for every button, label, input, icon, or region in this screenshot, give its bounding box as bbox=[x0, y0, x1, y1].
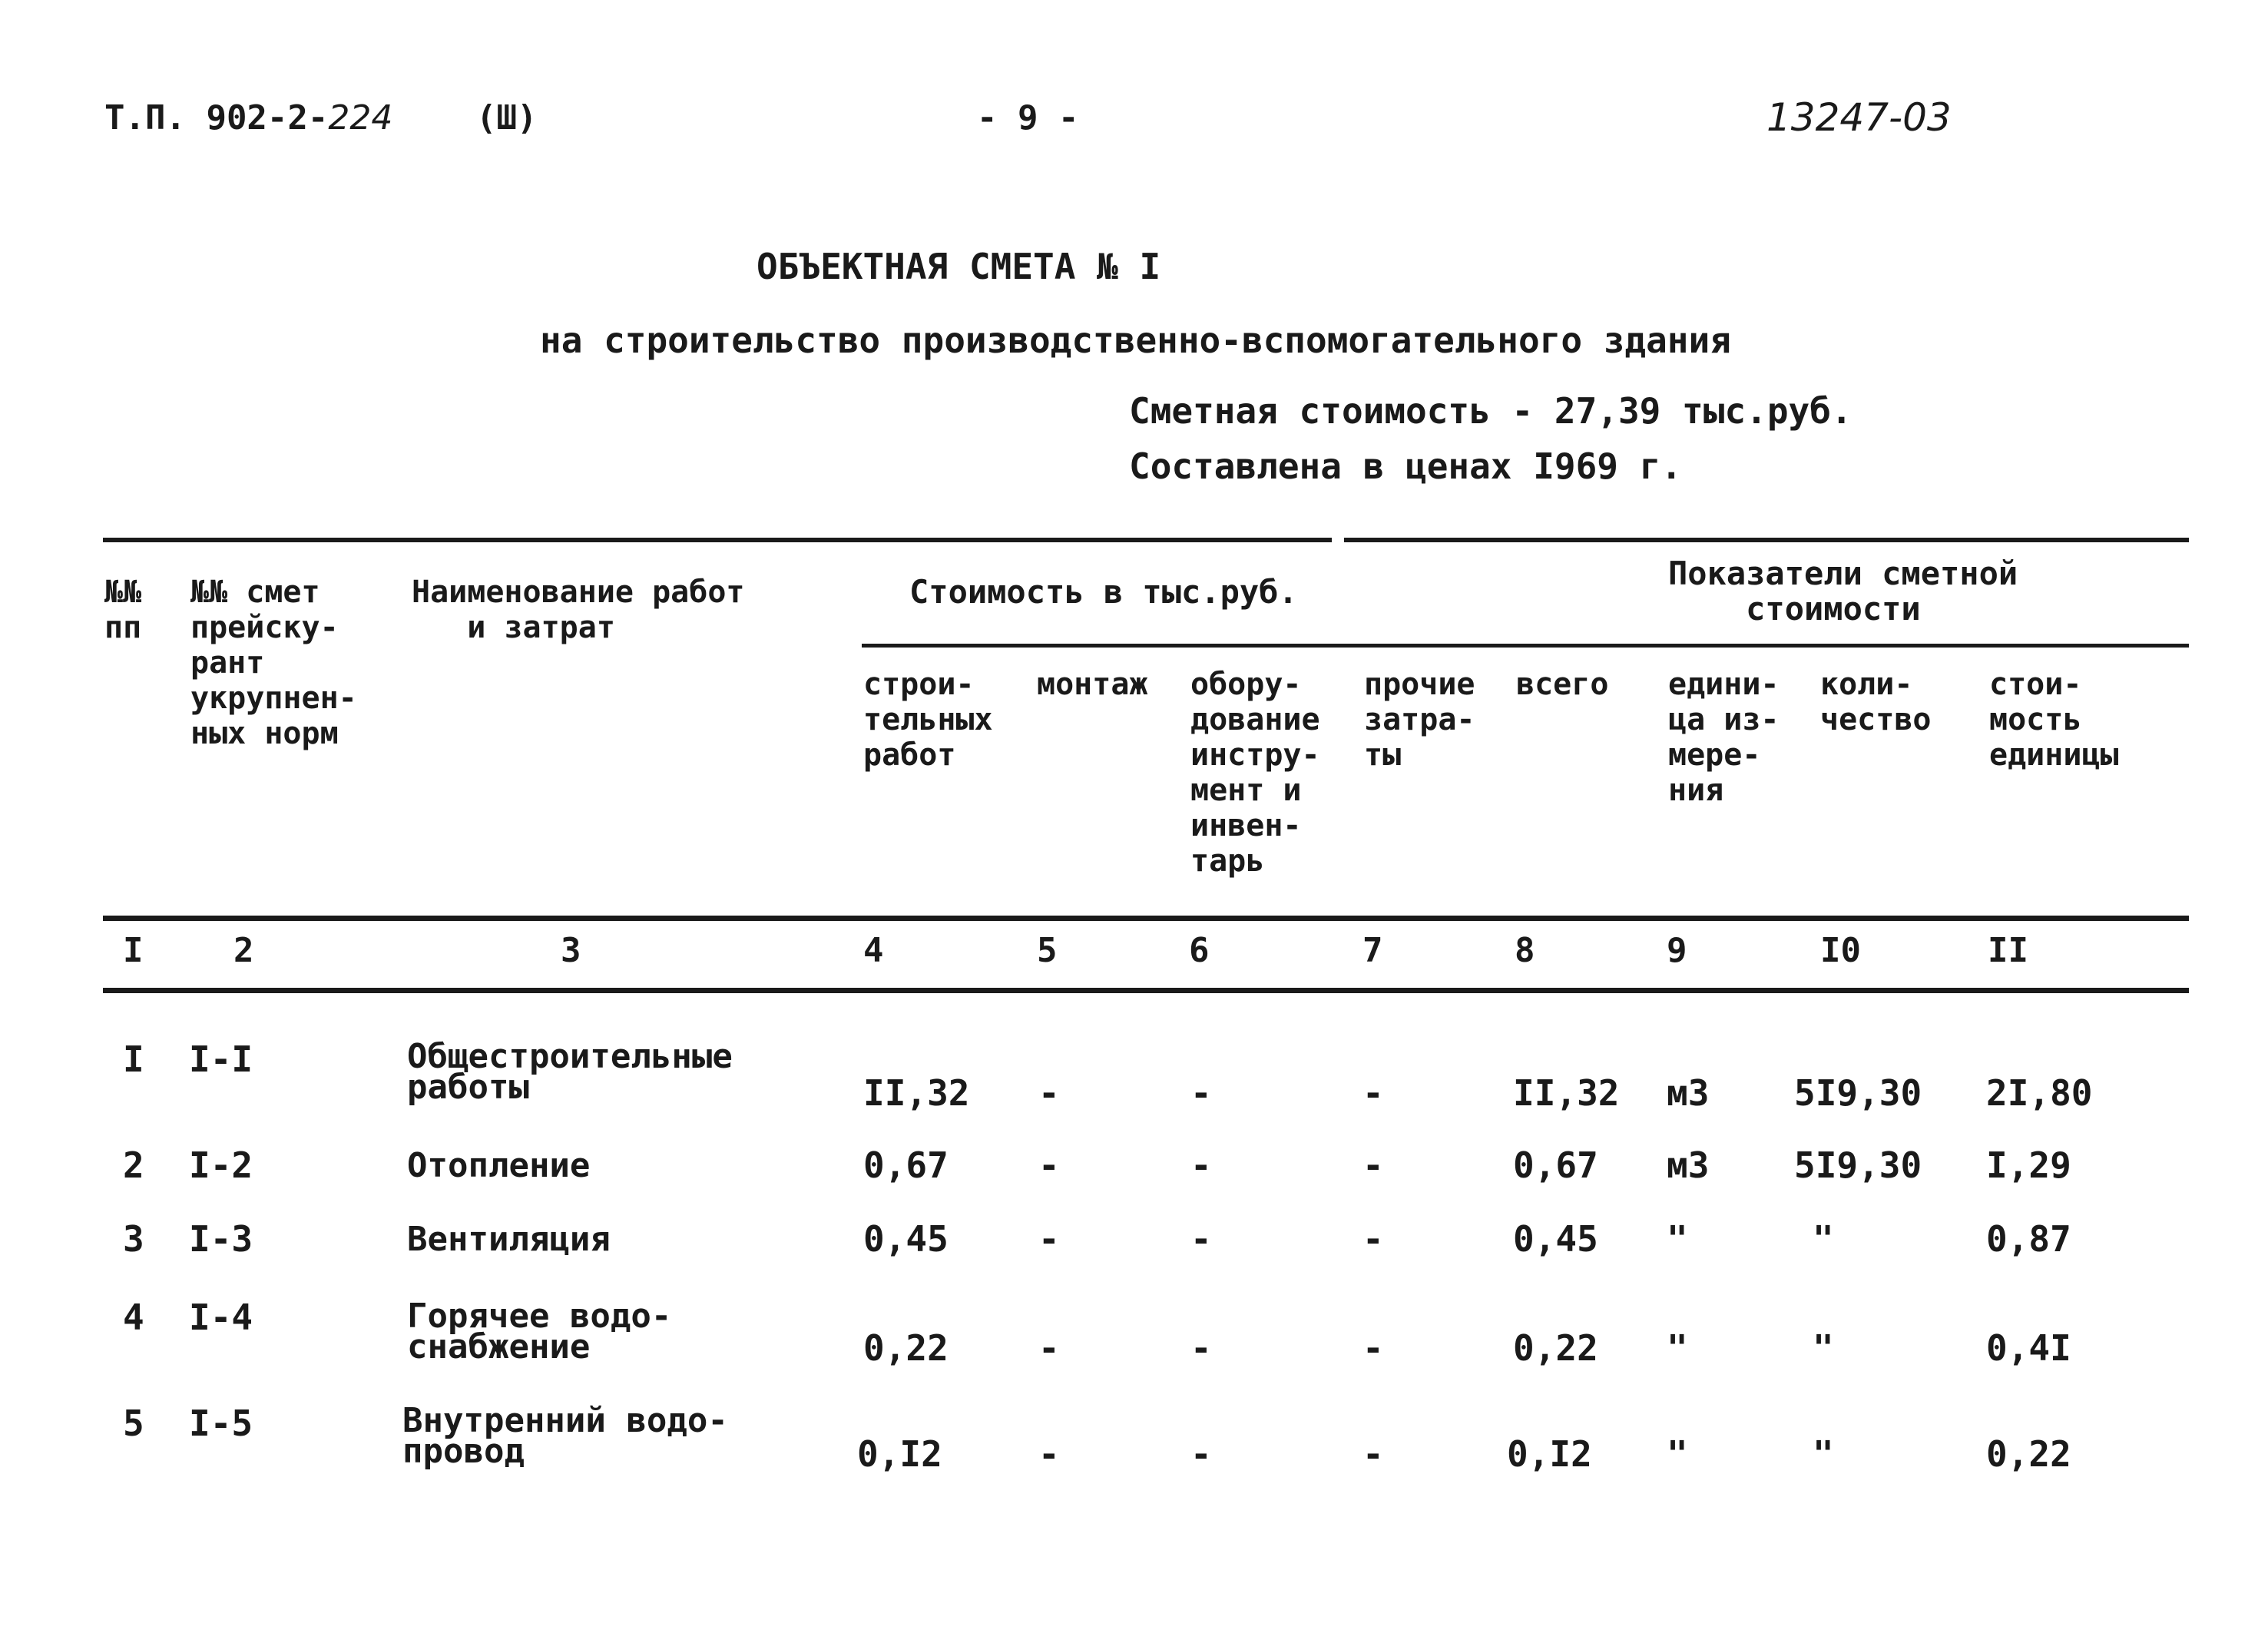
header-row-number: №№ пп bbox=[104, 575, 142, 645]
row-code: I-2 bbox=[189, 1144, 253, 1186]
estimate-prices: Составлена в ценах I969 г. bbox=[1129, 446, 1683, 487]
row-other-cost: - bbox=[1362, 1327, 1384, 1369]
row-construction-cost: II,32 bbox=[863, 1072, 970, 1114]
doc-code-handwritten: 224 bbox=[328, 98, 393, 137]
header-unit: едини- ца из- мере- ния bbox=[1668, 667, 1780, 808]
row-quantity: 5I9,30 bbox=[1794, 1144, 1922, 1186]
row-quantity: " bbox=[1813, 1327, 1834, 1369]
header-unit-cost: стои- мость единицы bbox=[1989, 667, 2119, 773]
row-number: 2 bbox=[123, 1144, 144, 1186]
header-estimate-code: №№ смет прейску- рант укрупнен- ных норм bbox=[190, 575, 357, 751]
row-quantity: 5I9,30 bbox=[1794, 1072, 1922, 1114]
column-number: I bbox=[123, 931, 144, 970]
row-equipment-cost: - bbox=[1190, 1144, 1212, 1186]
row-total-cost: II,32 bbox=[1513, 1072, 1620, 1114]
row-name: Внутренний водо- провод bbox=[402, 1401, 728, 1471]
row-code: I-I bbox=[189, 1038, 253, 1080]
row-unit: " bbox=[1667, 1433, 1688, 1475]
row-name: Отопление bbox=[407, 1146, 591, 1185]
row-other-cost: - bbox=[1362, 1144, 1384, 1186]
header-work-name: Наименование работ и затрат bbox=[412, 575, 745, 645]
estimate-subtitle: на строительство производственно-вспомогательного здания bbox=[540, 320, 1731, 361]
column-number: 3 bbox=[561, 931, 581, 970]
header-cost-group: Стоимость в тыс.руб. bbox=[909, 573, 1298, 611]
row-installation-cost: - bbox=[1038, 1433, 1060, 1475]
header-indicators-group: Показатели сметной стоимости bbox=[1668, 555, 2018, 628]
row-code: I-4 bbox=[189, 1297, 253, 1338]
table-top-rule-right bbox=[1344, 538, 2189, 542]
row-name: Вентиляция bbox=[407, 1220, 611, 1259]
column-numbers-rule bbox=[103, 988, 2189, 993]
row-installation-cost: - bbox=[1038, 1327, 1060, 1369]
row-quantity: " bbox=[1813, 1218, 1834, 1260]
header-total: всего bbox=[1516, 667, 1609, 702]
row-equipment-cost: - bbox=[1190, 1327, 1212, 1369]
row-unit-cost: I,29 bbox=[1986, 1144, 2071, 1186]
row-installation-cost: - bbox=[1038, 1144, 1060, 1186]
row-equipment-cost: - bbox=[1190, 1433, 1212, 1475]
row-unit: " bbox=[1667, 1327, 1688, 1369]
row-name: Общестроительные работы bbox=[407, 1037, 733, 1107]
row-quantity: " bbox=[1813, 1433, 1834, 1475]
row-code: I-3 bbox=[189, 1218, 253, 1260]
row-total-cost: 0,67 bbox=[1513, 1144, 1598, 1186]
header-bottom-rule bbox=[103, 916, 2189, 921]
row-construction-cost: 0,I2 bbox=[857, 1433, 942, 1475]
doc-part: (Ш) bbox=[476, 98, 538, 137]
row-equipment-cost: - bbox=[1190, 1218, 1212, 1260]
row-unit-cost: 2I,80 bbox=[1986, 1072, 2093, 1114]
estimate-title: ОБЪЕКТНАЯ СМЕТА № I bbox=[757, 246, 1161, 287]
row-total-cost: 0,I2 bbox=[1507, 1433, 1592, 1475]
column-number: 4 bbox=[863, 931, 884, 970]
doc-number: 13247-03 bbox=[1766, 95, 1952, 140]
column-number: II bbox=[1988, 931, 2028, 970]
column-number: 9 bbox=[1667, 931, 1687, 970]
row-number: 5 bbox=[123, 1403, 144, 1444]
row-installation-cost: - bbox=[1038, 1072, 1060, 1114]
group-header-rule bbox=[862, 644, 2189, 648]
header-quantity: коли- чество bbox=[1820, 667, 1932, 737]
table-top-rule-left bbox=[103, 538, 1332, 542]
row-construction-cost: 0,45 bbox=[863, 1218, 949, 1260]
page-number: - 9 - bbox=[977, 98, 1079, 137]
row-number: 3 bbox=[123, 1218, 144, 1260]
column-number: 7 bbox=[1362, 931, 1383, 970]
row-other-cost: - bbox=[1362, 1433, 1384, 1475]
doc-code bbox=[104, 98, 392, 137]
row-unit: м3 bbox=[1667, 1144, 1710, 1186]
row-unit-cost: 0,4I bbox=[1986, 1327, 2071, 1369]
column-number: I0 bbox=[1820, 931, 1861, 970]
row-installation-cost: - bbox=[1038, 1218, 1060, 1260]
header-other-costs: прочие затра- ты bbox=[1364, 667, 1475, 773]
row-equipment-cost: - bbox=[1190, 1072, 1212, 1114]
row-construction-cost: 0,22 bbox=[863, 1327, 949, 1369]
row-unit: " bbox=[1667, 1218, 1688, 1260]
doc-code-printed: Т.П. 902-2- bbox=[104, 98, 329, 137]
column-number: 8 bbox=[1515, 931, 1535, 970]
estimate-cost: Сметная стоимость - 27,39 тыс.руб. bbox=[1129, 390, 1852, 432]
row-unit-cost: 0,87 bbox=[1986, 1218, 2071, 1260]
row-unit: м3 bbox=[1667, 1072, 1710, 1114]
row-code: I-5 bbox=[189, 1403, 253, 1444]
row-number: I bbox=[123, 1038, 144, 1080]
header-equipment: обору- дование инстру- мент и инвен- тарь bbox=[1190, 667, 1320, 879]
column-number: 5 bbox=[1037, 931, 1058, 970]
column-number: 6 bbox=[1189, 931, 1210, 970]
row-total-cost: 0,22 bbox=[1513, 1327, 1598, 1369]
header-construction-works: строи- тельных работ bbox=[863, 667, 993, 773]
row-name: Горячее водо- снабжение bbox=[407, 1297, 672, 1366]
column-number: 2 bbox=[233, 931, 254, 970]
header-installation: монтаж bbox=[1037, 667, 1148, 702]
row-unit-cost: 0,22 bbox=[1986, 1433, 2071, 1475]
row-construction-cost: 0,67 bbox=[863, 1144, 949, 1186]
row-total-cost: 0,45 bbox=[1513, 1218, 1598, 1260]
row-other-cost: - bbox=[1362, 1218, 1384, 1260]
row-number: 4 bbox=[123, 1297, 144, 1338]
row-other-cost: - bbox=[1362, 1072, 1384, 1114]
